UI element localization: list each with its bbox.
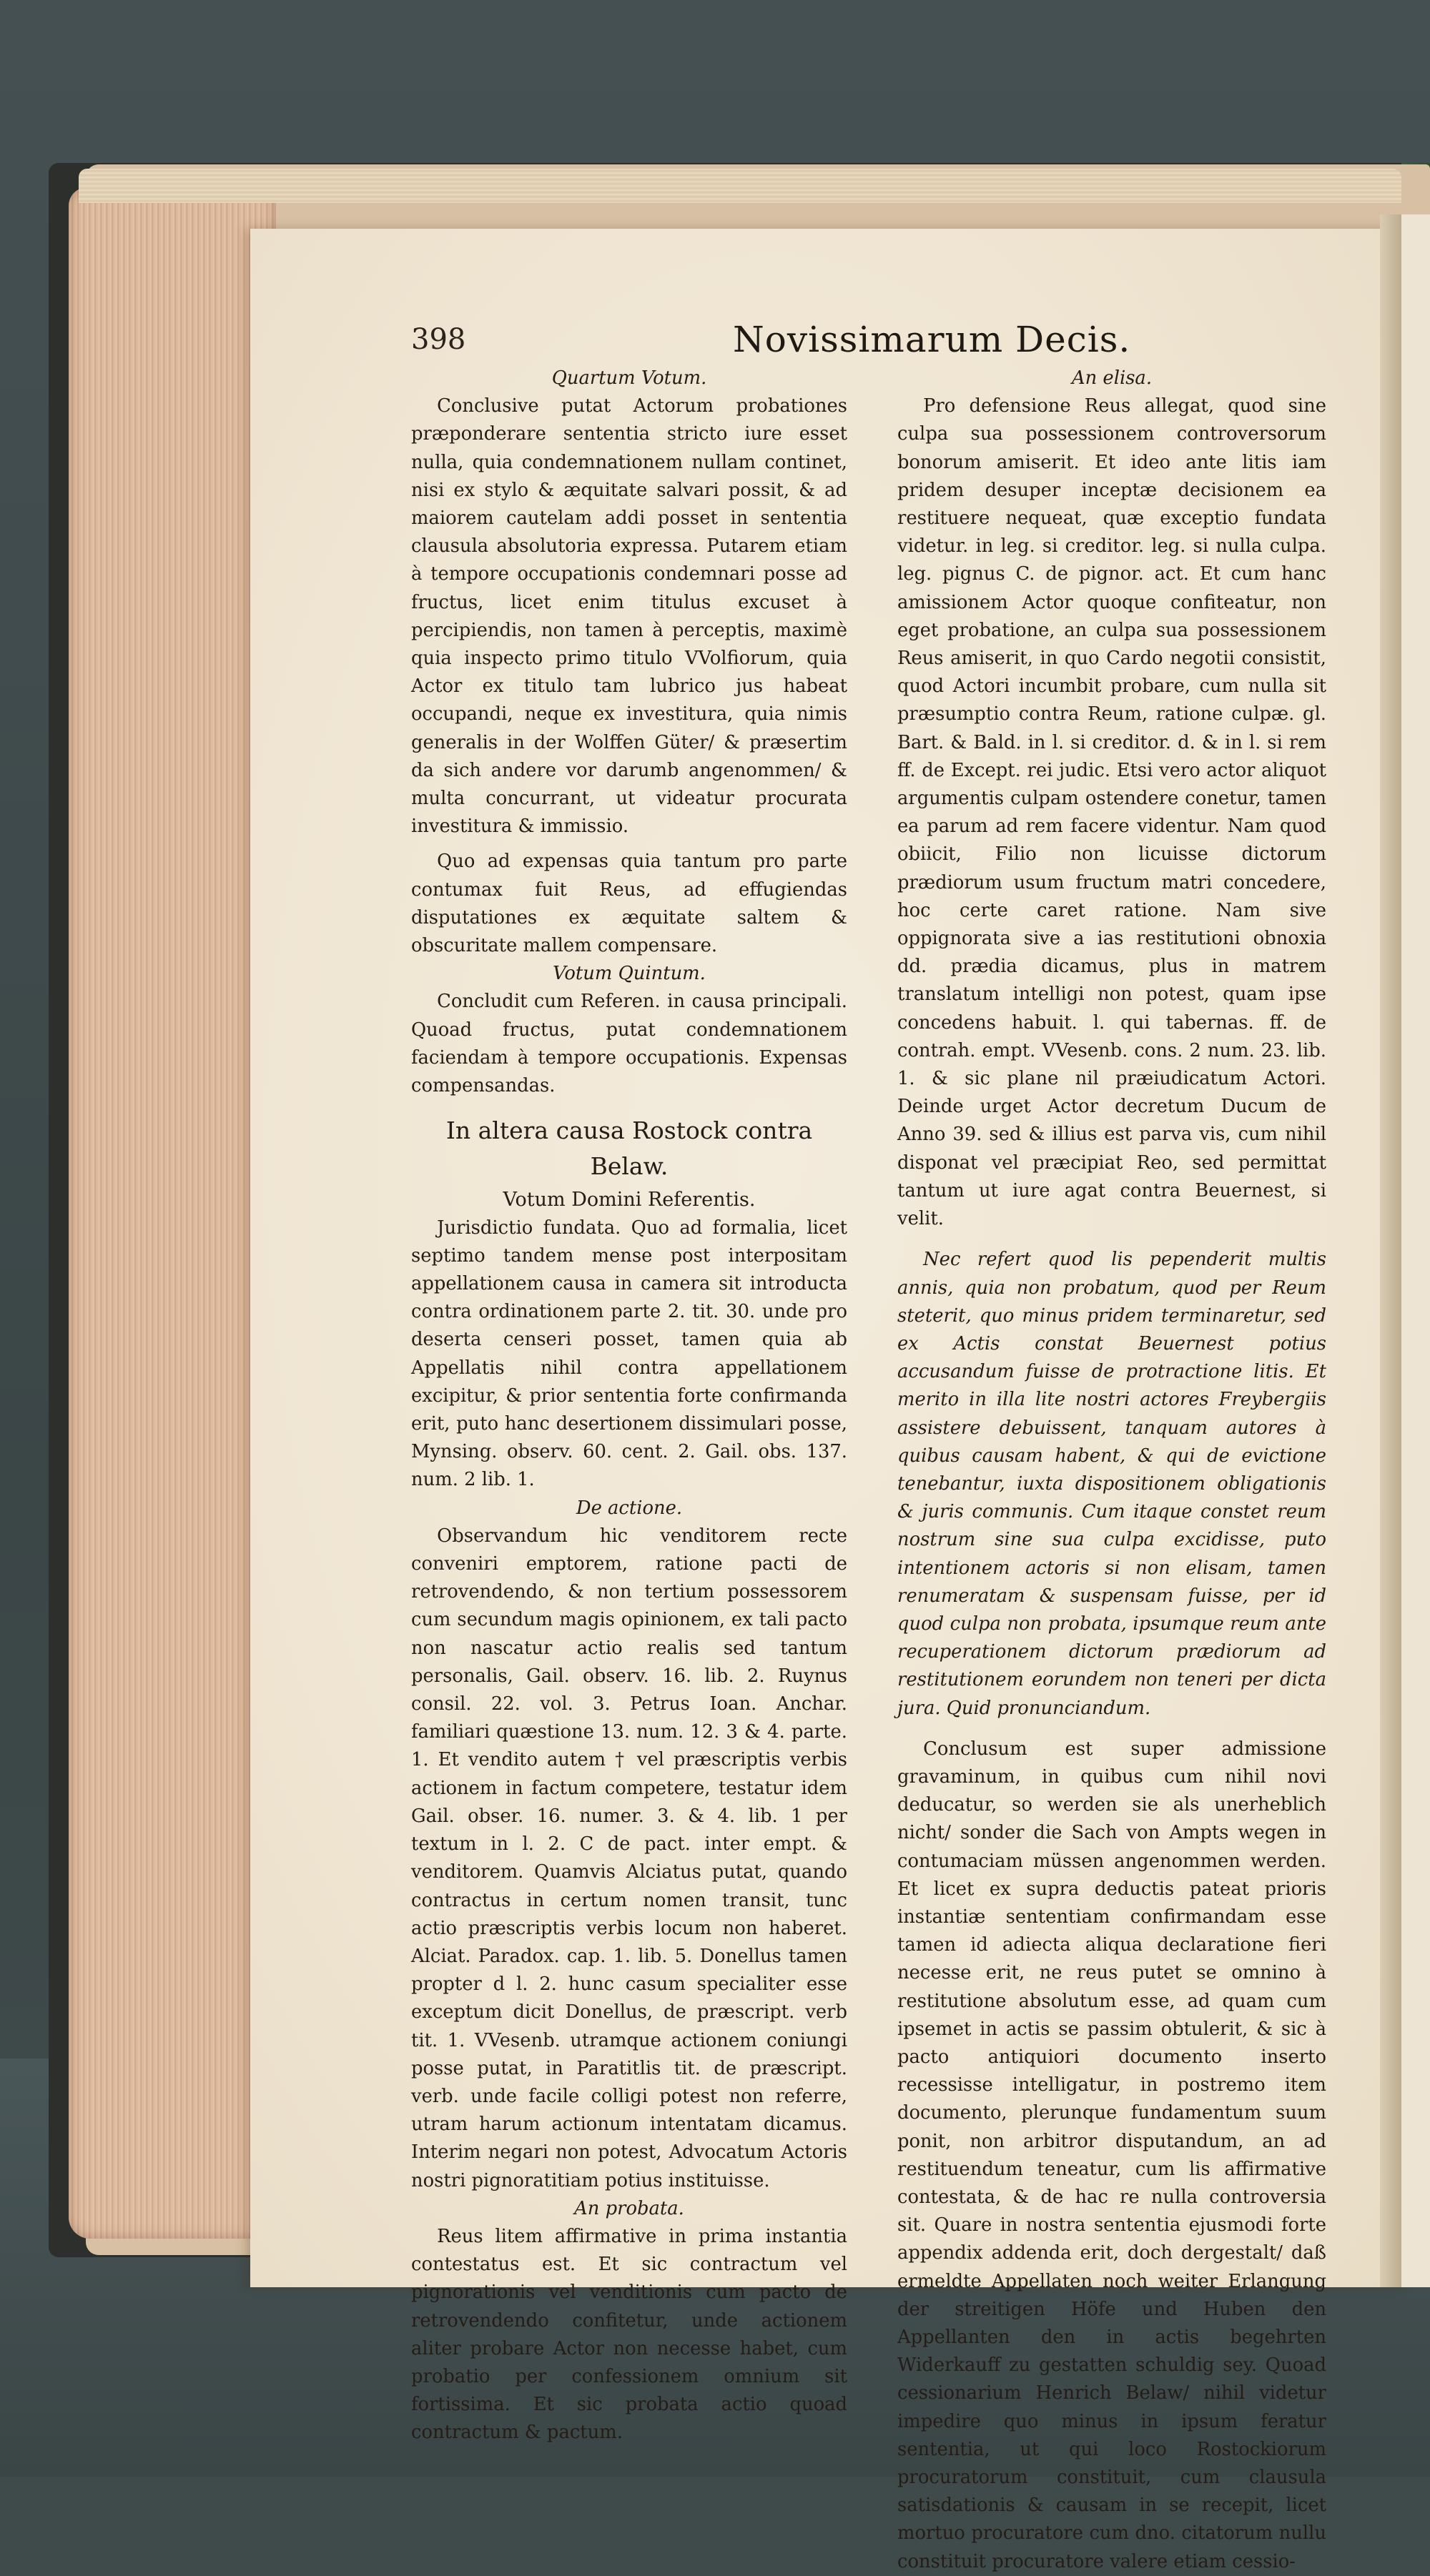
section-heading: Votum Quintum. [553, 963, 706, 985]
paragraph: Quo ad expensas quia tantum pro parte contumax fuit Reus, ad effugiendas disputationes ex æquitate saltem & obscuritate mallem compensare. [411, 851, 847, 957]
running-title: Novissimarum Decis. [733, 319, 1131, 360]
paragraph: Observandum hic venditorem recte conveniri emptorem, ratione pacti de retrovendendo, & non tertium possessorem cum secundum magis opinionem, ex tali pacto non nascatur actio realis sed tantum personalis, Gail. observ. 16. lib. 2. Ruynus consil. 22. vol. 3. Petrus Ioan. Anchar. familiari quæstione 13. num. 12. 3 & 4. parte. 1. Et vendito autem † vel præscriptis verbis actionem in factum competere, testatur idem Gail. obser. 16. numer. 3. & 4. lib. 1 per textum in l. 2. C de pact. inter empt. & venditorem. Quamvis Alciatus putat, quando contractus in certum nomen transit, tunc actio præscriptis verbis locum non haberet. Alciat. Paradox. cap. 1. lib. 5. Donellus tamen propter d l. 2. hunc casum specialiter esse exceptum dicit Donellus, de præscript. verb tit. 1. VVesenb. utramque actionem coniungi posse putat, in Paratitlis tit. de præscript. verb. unde facile colligi potest non referre, utram harum actionum intentatam dicamus. Interim negari non potest, Advocatum Actoris nostri pignoratitiam potius instituisse. [411, 1525, 847, 2191]
page-edges [69, 187, 276, 2239]
paragraph: Jurisdictio fundata. Quo ad formalia, licet septimo tandem mense post interpositam appellationem causa in camera sit introducta contra ordinationem parte 2. tit. 30. unde pro deserta censeri posset, tamen quia ab Appellatis nihil contra appellationem excipitur, & prior sententia forte confirmanda erit, puto hanc desertionem dissimulari posse, Mynsing. observ. 60. cent. 2. Gail. obs. 137. num. 2 lib. 1. [411, 1217, 847, 1491]
case-subtitle: Votum Domini Referentis. [503, 1188, 756, 1211]
paragraph: Reus litem affirmative in prima instantia contestatus est. Et sic contractum vel pignorationis vel venditionis cum pacto de retrovendendo confitetur, unde actionem aliter probare Actor non necesse habet, cum probatio per confessionem omnium sit fortissima. Et sic probata actio quoad contractum & pactum. [411, 2225, 847, 2444]
paragraph: Pro defensione Reus allegat, quod sine culpa sua possessionem controversorum bonorum amiserit. Et ideo ante litis iam pridem desuper inceptæ decisionem ea restituere nequeat, quæ exceptio fundata videtur. in leg. si creditor. leg. si nulla culpa. leg. pignus C. de pignor. act. Et cum hanc amissionem Actor quoque confiteatur, non eget probatione, an culpa sua possessionem Reus amiserit, in quo Cardo negotii consistit, quod Actori incumbit probare, cum nulla sit præsumptio contra Reum, ratione culpæ. gl. Bart. & Bald. in l. si creditor. d. & in l. si rem ff. de Except. rei judic. Etsi vero actor aliquot argumentis culpam ostendere conetur, tamen ea parum ad rem facere videntur. Nam quod obiicit, Filio non licuisse dictorum prædiorum usum fructum matri concedere, hoc certe caret ratione. Nam sive oppignorata sive a ias restitutioni obnoxia dd. prædia dicamus, plus in matrem translatum intelligi non potest, quam ipse concedens habuit. l. qui tabernas. ff. de contrah. empt. VVesenb. cons. 2 num. 23. lib. 1. & sic plane nil præiudicatum Actori. Deinde urget Actor decretum Ducum de Anno 39. sed & illius est parva vis, cum nihil disponat vel præcipiat Reo, sed permittat tantum ut iure agat contra Beuernest, si velit. [897, 395, 1326, 1230]
paragraph: Conclusive putat Actorum probationes præponderare sententia stricto iure esset nulla, quia condemnationem nullam continet, nisi ex stylo & æquitate salvari possit, & ad maiorem cautelam addi posset in sententia clausula absolutoria expressa. Putarem etiam à tempore occupationis condemnari posse ad fructus, licet enim titulus excuset à percipiendis, non tamen à perceptis, maximè quia inspecto primo titulo VVolfiorum, quia Actor ex titulo tam lubrico jus habeat occupandi, neque ex investitura, quia nimis generalis in der Wolffen Güter/ & præsertim da sich andere vor darumb angenommen/ & multa concurrant, ut videatur procurata investitura & immissio. [411, 395, 847, 838]
section-heading: De actione. [576, 1497, 683, 1519]
section-heading: An probata. [574, 2197, 684, 2219]
paragraph: Concludit cum Referen. in causa principali. Quoad fructus, putat condemnationem faciendam à tempore occupationis. Expensas compensandas. [411, 991, 847, 1097]
italic-paragraph: Nec refert quod lis pependerit multis annis, quia non probatum, quod per Reum steterit, quo minus pridem terminaretur, sed ex Actis constat Beuernest potius accusandum fuisse de protractione litis. Et merito in illa lite nostri actores Freybergiis assistere debuissent, tanquam autores à quibus causam habent, & qui de evictione tenebantur, iuxta dispositionem obligationis & juris communis. Cum itaque constet reum nostrum sine sua culpa excidisse, puto intentionem actoris si non elisam, tamen renumeratam & suspensam fuisse, per id quod culpa non probata, ipsumque reum ante recuperationem dictorum prædiorum ad restitutionem eorundem non teneri per dicta jura. Quid pronunciandum. [897, 1249, 1326, 1719]
top-page-edges [79, 169, 1401, 203]
left-column [411, 365, 847, 2447]
facing-page-sliver [1401, 214, 1430, 2287]
section-heading: An elisa. [1071, 367, 1153, 389]
section-heading: Quartum Votum. [551, 367, 707, 389]
page-number: 398 [411, 323, 466, 356]
right-column [897, 365, 1326, 2576]
paragraph: Conclusum est super admissione gravaminum, in quibus cum nihil novi deducatur, so werden sie als unerheblich nicht/ sonder die Sach von Ampts wegen in contumaciam müssen angenommen werden. Et licet ex supra deductis pateat prioris instantiæ sententiam confirmandam esse tamen id adiecta aliqua declaratione fieri necesse erit, ne reus putet se omnino à restitutione absolutum esse, ad quam cum ipsemet in actis se passim obtulerit, & sic à pacto antiquiori documento inserto recessisse intelligatur, in postremo item documento, plerunque fundamentum suum ponit, non arbitror disputandum, an ad restituendum teneatur, cum lis affirmative contestata, & de hac re nulla controversia sit. Quare in nostra sententia ejusmodi forte appendix addenda erit, doch dergestalt/ daß ermeldte Appellaten noch weiter Erlangung der streitigen Höfe und Huben den Appellanten den in actis begehrten Widerkauff zu gestatten schuldig sey. Quoad cessionarium Henrich Belaw/ nihil videtur impedire quo minus in ipsum feratur sententia, ut qui loco Rostockiorum procuratorum constituit, cum clausula satisdationis & causam in se recepit, licet mortuo procuratore cum dno. citatorum nullu constituit procuratore valere etiam cessio- [897, 1738, 1326, 2572]
case-title: In altera causa Rostock contra Belaw. [445, 1116, 813, 1181]
